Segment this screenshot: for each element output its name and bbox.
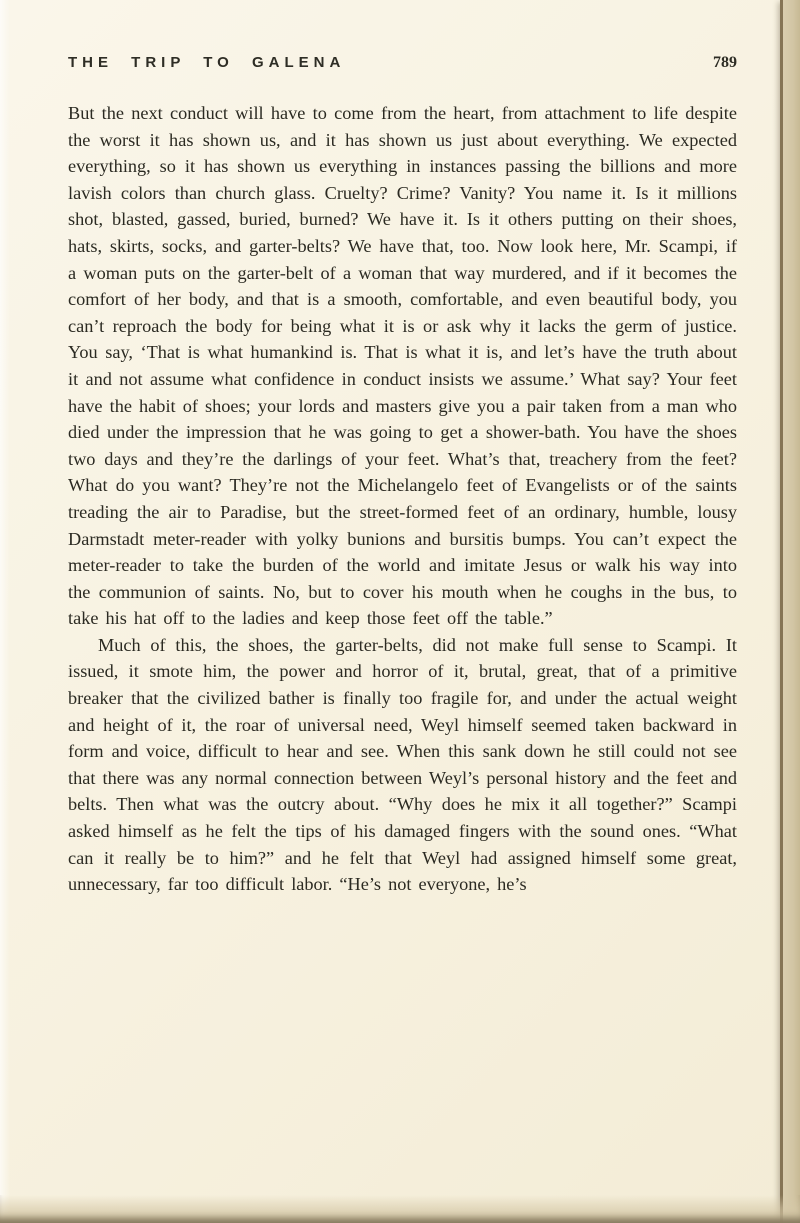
running-header: [68, 54, 737, 76]
page-edge-shadow-bottom: [0, 1195, 800, 1223]
page-number: 789: [713, 54, 737, 71]
page-edge-highlight-left: [0, 0, 10, 1223]
page-edge-shadow-right: [780, 0, 800, 1223]
page-text: [68, 100, 737, 898]
paragraph-2: Much of this, the shoes, the garter-belts, did not make full sense to Scampi. It issued, it smote him, the power and horror of it, brutal, great, that of a primitive breaker that the civilized bather is finally too fragile for, and under the actual weight and height of it, the roar of universal need, Weyl himself seemed taken backward in form and voice, difficult to hear and see. When this sank down he still could not see that there was any normal connection between Weyl’s personal history and the feet and belts. Then what was the outcry about. “Why does he mix it all together?” Scampi asked himself as he felt the tips of his damaged fingers with the sound ones. “What can it really be to him?” and he felt that Weyl had assigned himself some great, unnecessary, far too difficult labor. “He’s not everyone, he’s: [68, 634, 737, 895]
paragraph-1: But the next conduct will have to come from the heart, from attachment to life despite the worst it has shown us, and it has shown us just about everything. We expected everything, so it has shown us everything in instances passing the billions and more lavish colors than church glass. Cruelty? Crime? Vanity? You name it. Is it millions shot, blasted, gassed, buried, burned? We have it. Is it others putting on their shoes, hats, skirts, socks, and garter-belts? We have that, too. Now look here, Mr. Scampi, if a woman puts on the garter-belt of a woman that way murdered, and if it becomes the comfort of her body, and that is a smooth, comfortable, and even beautiful body, you can’t reproach the body for being what it is or ask why it lacks the germ of justice. You say, ‘That is what humankind is. That is what it is, and let’s have the truth about it and not assume what confidence in conduct insists we assume.’ What say? Your feet have the habit of shoes; your lords and masters give you a pair taken from a man who died under the impression that he was going to get a shower-bath. You have the shoes two days and they’re the darlings of your feet. What’s that, treachery from the feet? What do you want? They’re not the Michelangelo feet of Evangelists or of the saints treading the air to Paradise, but the street-formed feet of an ordinary, humble, lousy Darmstadt meter-reader with yolky bunions and bursitis bumps. You can’t expect the meter-reader to take the burden of the world and imitate Jesus or walk his way into the communion of saints. No, but to cover his mouth when he coughs in the bus, to take his hat off to the ladies and keep those feet off the table.”: [68, 103, 737, 629]
running-title: THE TRIP TO GALENA: [68, 54, 346, 71]
